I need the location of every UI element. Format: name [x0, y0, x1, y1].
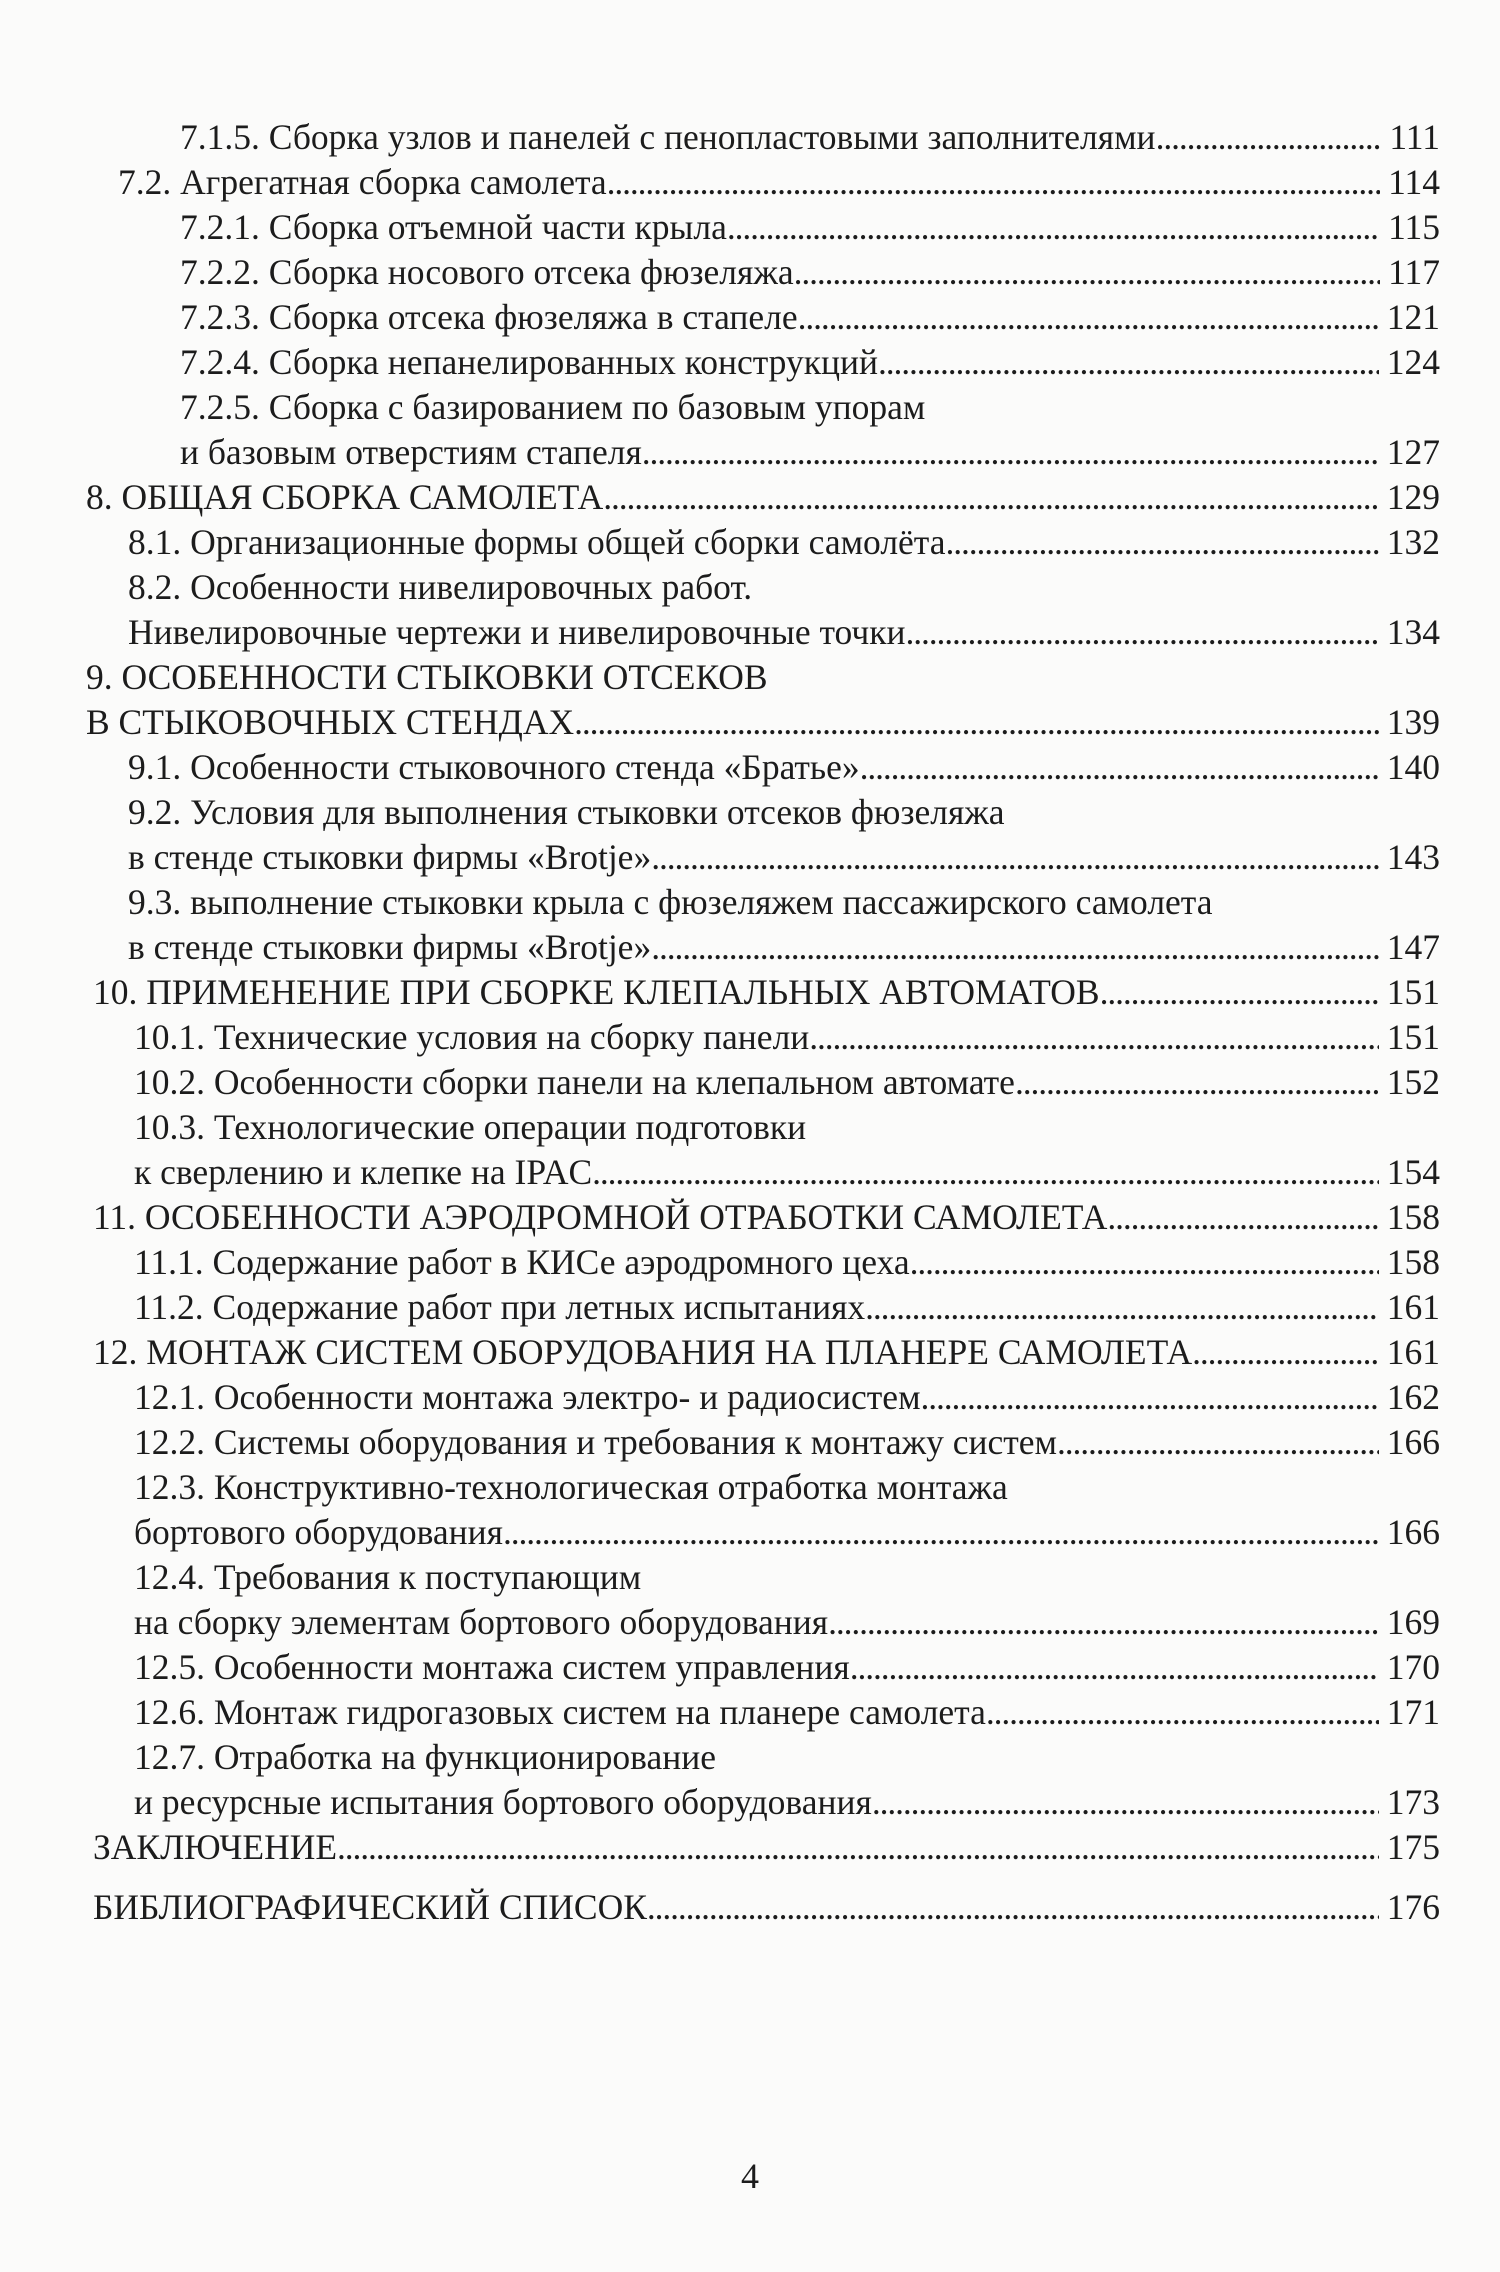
- toc-entry-page: 143: [1386, 837, 1440, 877]
- toc-entry-title: бортового оборудования: [134, 1512, 504, 1552]
- toc-entry-title: 12.5. Особенности монтажа систем управления: [134, 1647, 850, 1687]
- dot-leader: [1100, 970, 1379, 1014]
- dot-leader: [1107, 1195, 1378, 1239]
- toc-entry-7-1-5: [180, 115, 1440, 159]
- dot-leader: [905, 610, 1378, 654]
- toc-entry-title: 12.7. Отработка на функционирование: [134, 1737, 716, 1777]
- toc-entry-title: 7.2.2. Сборка носового отсека фюзеляжа: [180, 252, 794, 292]
- toc-entry-bibliography: [93, 1885, 1440, 1929]
- toc-entry-title: 12.3. Конструктивно-технологическая отработка монтажа: [134, 1467, 1008, 1507]
- toc-entry-title: 7.2.5. Сборка с базированием по базовым упорам: [180, 387, 926, 427]
- toc-entry-title: 9.3. выполнение стыковки крыла с фюзеляжем пассажирского самолета: [128, 882, 1213, 922]
- toc-entry-page: 166: [1386, 1422, 1440, 1462]
- dot-leader: [921, 1375, 1379, 1419]
- page-number: 4: [741, 2156, 759, 2196]
- dot-leader: [1015, 1060, 1379, 1104]
- dot-leader: [828, 1600, 1379, 1644]
- toc-entry-title: 10.2. Особенности сборки панели на клепальном автомате: [134, 1062, 1015, 1102]
- toc-entry-page: 127: [1386, 432, 1440, 472]
- toc-entry-7-2-2: [180, 250, 1440, 294]
- toc-entry-11-2: [134, 1285, 1440, 1329]
- toc-entry-page: 129: [1386, 477, 1440, 517]
- dot-leader: [910, 1240, 1379, 1284]
- toc-entry-12-3-line2: [134, 1510, 1440, 1554]
- toc-entry-title: 12.4. Требования к поступающим: [134, 1557, 642, 1597]
- toc-entry-7-2-5-line1: [180, 385, 925, 429]
- toc-entry-8-2-line2: [128, 610, 1440, 654]
- toc-entry-page: 169: [1386, 1602, 1440, 1642]
- dot-leader: [603, 475, 1379, 519]
- toc-entry-title: 9. ОСОБЕННОСТИ СТЫКОВКИ ОТСЕКОВ: [86, 657, 768, 697]
- dot-leader: [809, 1015, 1378, 1059]
- toc-entry-7-2-5-line2: [180, 430, 1440, 474]
- dot-leader: [850, 1645, 1379, 1689]
- dot-leader: [1057, 1420, 1379, 1464]
- toc-entry-12-7-line2: [134, 1780, 1440, 1824]
- toc-entry-12-4-line1: [134, 1555, 641, 1599]
- dot-leader: [642, 430, 1379, 474]
- dot-leader: [878, 340, 1379, 384]
- toc-entry-page: 170: [1386, 1647, 1440, 1687]
- dot-leader: [946, 520, 1379, 564]
- toc-entry-conclusion: [93, 1825, 1440, 1869]
- dot-leader: [860, 745, 1379, 789]
- toc-entry-page: 139: [1386, 702, 1440, 742]
- toc-entry-12-3-line1: [134, 1465, 1008, 1509]
- toc-entry-8: [86, 475, 1440, 519]
- toc-entry-12-1: [134, 1375, 1440, 1419]
- toc-entry-12-7-line1: [134, 1735, 716, 1779]
- toc-entry-title: 8.1. Организационные формы общей сборки самолёта: [128, 522, 946, 562]
- dot-leader: [727, 205, 1380, 249]
- toc-entry-11: [93, 1195, 1440, 1239]
- toc-entry-10: [93, 970, 1440, 1014]
- toc-entry-title: в стенде стыковки фирмы «Brotje»: [128, 927, 652, 967]
- toc-entry-10-3-line1: [134, 1105, 806, 1149]
- toc-entry-title: 7.2.3. Сборка отсека фюзеляжа в стапеле: [180, 297, 798, 337]
- toc-entry-title: 12.2. Системы оборудования и требования к монтажу систем: [134, 1422, 1058, 1462]
- dot-leader: [592, 1150, 1379, 1194]
- toc-entry-title: к сверлению и клепке на IPAC: [134, 1152, 593, 1192]
- toc-entry-title: В СТЫКОВОЧНЫХ СТЕНДАХ: [86, 702, 575, 742]
- toc-entry-10-1: [134, 1015, 1440, 1059]
- toc-entry-page: 115: [1388, 207, 1440, 247]
- toc-entry-page: 147: [1386, 927, 1440, 967]
- dot-leader: [798, 295, 1379, 339]
- toc-entry-12-2: [134, 1420, 1440, 1464]
- toc-entry-title: на сборку элементам бортового оборудования: [134, 1602, 829, 1642]
- toc-entry-7-2-4: [180, 340, 1440, 384]
- toc-entry-9-1: [128, 745, 1440, 789]
- toc-entry-8-2-line1: [128, 565, 752, 609]
- toc-entry-9-2-line2: [128, 835, 1440, 879]
- dot-leader: [651, 835, 1379, 879]
- dot-leader: [794, 250, 1380, 294]
- dot-leader: [574, 700, 1379, 744]
- toc-entry-10-2: [134, 1060, 1440, 1104]
- dot-leader: [865, 1285, 1379, 1329]
- dot-leader: [607, 160, 1380, 204]
- toc-entry-page: 124: [1386, 342, 1440, 382]
- toc-entry-page: 111: [1389, 117, 1440, 157]
- toc-entry-page: 166: [1386, 1512, 1440, 1552]
- toc-entry-title: 10. ПРИМЕНЕНИЕ ПРИ СБОРКЕ КЛЕПАЛЬНЫХ АВТОМАТОВ: [93, 972, 1100, 1012]
- toc-entry-page: 117: [1388, 252, 1440, 292]
- toc-entry-page: 162: [1386, 1377, 1440, 1417]
- toc-entry-page: 161: [1386, 1332, 1440, 1372]
- toc-entry-9-line1: [86, 655, 768, 699]
- toc-entry-page: 171: [1386, 1692, 1440, 1732]
- toc-entry-title: 11.2. Содержание работ при летных испытаниях: [134, 1287, 866, 1327]
- toc-entry-title: 9.1. Особенности стыковочного стенда «Братье»: [128, 747, 860, 787]
- toc-entry-page: 134: [1386, 612, 1440, 652]
- toc-entry-page: 114: [1388, 162, 1440, 202]
- toc-entry-title: и ресурсные испытания бортового оборудования: [134, 1782, 872, 1822]
- toc-entry-9-3-line2: [128, 925, 1440, 969]
- toc-entry-11-1: [134, 1240, 1440, 1284]
- toc-entry-page: 140: [1386, 747, 1440, 787]
- toc-entry-9-3-line1: [128, 880, 1213, 924]
- toc-entry-title: 12.6. Монтаж гидрогазовых систем на планере самолета: [134, 1692, 986, 1732]
- dot-leader: [647, 1885, 1379, 1929]
- toc-entry-page: 176: [1386, 1887, 1440, 1927]
- toc-entry-8-1: [128, 520, 1440, 564]
- toc-entry-title: 8. ОБЩАЯ СБОРКА САМОЛЕТА: [86, 477, 604, 517]
- toc-entry-page: 152: [1386, 1062, 1440, 1102]
- toc-entry-title: 10.1. Технические условия на сборку панели: [134, 1017, 810, 1057]
- toc-entry-page: 132: [1386, 522, 1440, 562]
- toc-entry-title: в стенде стыковки фирмы «Brotje»: [128, 837, 652, 877]
- toc-entry-page: 173: [1386, 1782, 1440, 1822]
- toc-entry-page: 154: [1386, 1152, 1440, 1192]
- toc-entry-page: 161: [1386, 1287, 1440, 1327]
- dot-leader: [1192, 1330, 1379, 1374]
- toc-entry-page: 151: [1386, 1017, 1440, 1057]
- toc-entry-title: БИБЛИОГРАФИЧЕСКИЙ СПИСОК: [93, 1887, 647, 1927]
- toc-entry-page: 121: [1386, 297, 1440, 337]
- toc-entry-title: 7.1.5. Сборка узлов и панелей с пенопластовыми заполнителями: [180, 117, 1156, 157]
- dot-leader: [872, 1780, 1379, 1824]
- toc-entry-title: 11.1. Содержание работ в КИСе аэродромного цеха: [134, 1242, 910, 1282]
- dot-leader: [503, 1510, 1379, 1554]
- toc-entry-title: 12. МОНТАЖ СИСТЕМ ОБОРУДОВАНИЯ НА ПЛАНЕРЕ САМОЛЕТА: [93, 1332, 1193, 1372]
- dot-leader: [337, 1825, 1379, 1869]
- toc-entry-12-5: [134, 1645, 1440, 1689]
- toc-entry-page: 158: [1386, 1242, 1440, 1282]
- toc-entry-12: [93, 1330, 1440, 1374]
- toc-entry-12-4-line2: [134, 1600, 1440, 1644]
- toc-entry-title: Нивелировочные чертежи и нивелировочные точки: [128, 612, 906, 652]
- toc-entry-title: 7.2.1. Сборка отъемной части крыла: [180, 207, 727, 247]
- toc-entry-12-6: [134, 1690, 1440, 1734]
- toc-entry-title: и базовым отверстиям стапеля: [180, 432, 642, 472]
- toc-entry-title: 12.1. Особенности монтажа электро- и радиосистем: [134, 1377, 921, 1417]
- toc-entry-7-2: [118, 160, 1440, 204]
- toc-entry-page: 151: [1386, 972, 1440, 1012]
- dot-leader: [1156, 115, 1382, 159]
- toc-entry-title: ЗАКЛЮЧЕНИЕ: [93, 1827, 338, 1867]
- toc-entry-title: 10.3. Технологические операции подготовки: [134, 1107, 807, 1147]
- toc-entry-9-2-line1: [128, 790, 1005, 834]
- toc-entry-page: 158: [1386, 1197, 1440, 1237]
- dot-leader: [651, 925, 1379, 969]
- dot-leader: [986, 1690, 1379, 1734]
- toc-entry-title: 7.2.4. Сборка непанелированных конструкций: [180, 342, 878, 382]
- toc-entry-title: 8.2. Особенности нивелировочных работ.: [128, 567, 753, 607]
- toc-entry-7-2-3: [180, 295, 1440, 339]
- toc-entry-7-2-1: [180, 205, 1440, 249]
- toc-entry-9-line2: [86, 700, 1440, 744]
- toc-entry-title: 9.2. Условия для выполнения стыковки отсеков фюзеляжа: [128, 792, 1005, 832]
- toc-entry-10-3-line2: [134, 1150, 1440, 1194]
- toc-entry-title: 7.2. Агрегатная сборка самолета: [118, 162, 607, 202]
- toc-entry-page: 175: [1386, 1827, 1440, 1867]
- toc-entry-title: 11. ОСОБЕННОСТИ АЭРОДРОМНОЙ ОТРАБОТКИ САМОЛЕТА: [93, 1197, 1108, 1237]
